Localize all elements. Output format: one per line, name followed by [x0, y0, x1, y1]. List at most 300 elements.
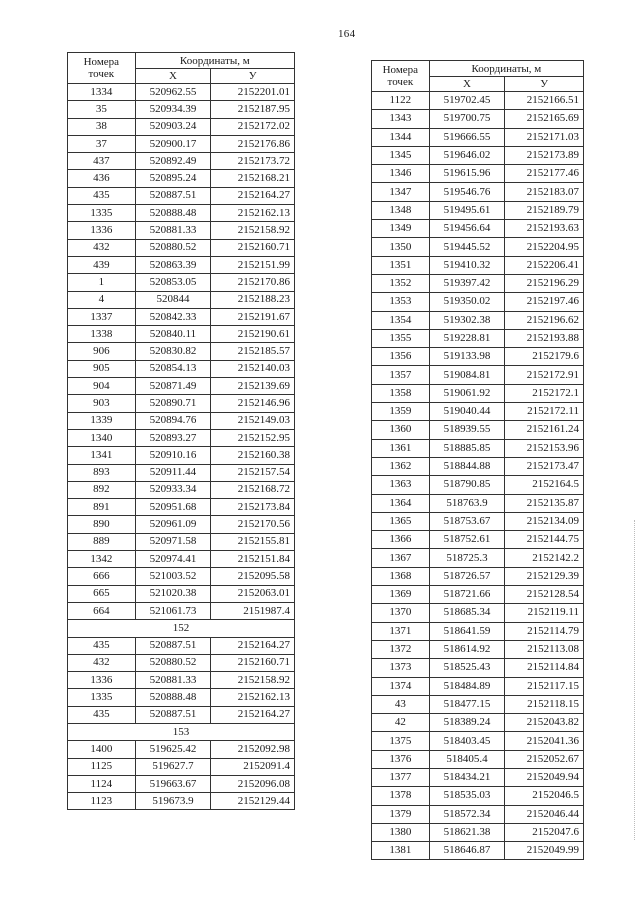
x-coordinate: 518614.92 — [429, 640, 505, 658]
point-number: 1356 — [372, 348, 430, 366]
table-row — [372, 457, 584, 475]
x-coordinate: 518621.38 — [429, 823, 505, 841]
y-coordinate: 2152113.08 — [505, 640, 584, 658]
point-number: 1337 — [68, 308, 136, 325]
table-row — [372, 586, 584, 604]
x-coordinate: 520881.33 — [135, 672, 211, 689]
table-row — [68, 326, 295, 343]
point-number: 1344 — [372, 128, 430, 146]
x-coordinate: 519040.44 — [429, 403, 505, 421]
table-row — [68, 689, 295, 706]
table-row — [68, 170, 295, 187]
y-coordinate: 2152144.75 — [505, 531, 584, 549]
table-body-left — [68, 84, 295, 810]
point-number: 1346 — [372, 165, 430, 183]
table-row — [372, 311, 584, 329]
x-coordinate: 520830.82 — [135, 343, 211, 360]
x-coordinate: 520840.11 — [135, 326, 211, 343]
x-coordinate: 518535.03 — [429, 787, 505, 805]
y-coordinate: 2152114.79 — [505, 622, 584, 640]
x-coordinate: 519302.38 — [429, 311, 505, 329]
point-number: 1341 — [68, 447, 136, 464]
y-coordinate: 2152166.51 — [505, 92, 584, 110]
table-row — [372, 165, 584, 183]
y-coordinate: 2152197.46 — [505, 293, 584, 311]
point-number: 1370 — [372, 604, 430, 622]
point-number: 906 — [68, 343, 136, 360]
x-coordinate: 518790.85 — [429, 476, 505, 494]
x-coordinate: 520933.34 — [135, 481, 211, 498]
table-row — [68, 239, 295, 256]
point-number: 1369 — [372, 586, 430, 604]
y-coordinate: 2152172.1 — [505, 384, 584, 402]
table-row — [372, 549, 584, 567]
y-coordinate: 2152140.03 — [211, 360, 295, 377]
table-row — [372, 384, 584, 402]
y-coordinate: 2152201.01 — [211, 84, 295, 101]
x-coordinate: 518572.34 — [429, 805, 505, 823]
y-coordinate: 2152161.24 — [505, 421, 584, 439]
x-coordinate: 521020.38 — [135, 585, 211, 602]
table-row — [372, 366, 584, 384]
x-coordinate: 518405.4 — [429, 750, 505, 768]
table-row — [372, 494, 584, 512]
point-number: 37 — [68, 135, 136, 152]
x-coordinate: 519350.02 — [429, 293, 505, 311]
point-number: 437 — [68, 153, 136, 170]
point-number: 1334 — [68, 84, 136, 101]
y-coordinate: 2152173.47 — [505, 457, 584, 475]
point-number: 891 — [68, 499, 136, 516]
x-coordinate: 518403.45 — [429, 732, 505, 750]
y-coordinate: 2152165.69 — [505, 110, 584, 128]
x-coordinate: 520854.13 — [135, 360, 211, 377]
header-point-numbers-line1: Номера — [382, 64, 419, 76]
y-coordinate: 2152185.57 — [211, 343, 295, 360]
table-body-right — [372, 92, 584, 860]
point-number: 432 — [68, 654, 136, 671]
x-coordinate: 518685.34 — [429, 604, 505, 622]
y-coordinate: 2152149.03 — [211, 412, 295, 429]
x-coordinate: 519625.42 — [135, 741, 211, 758]
y-coordinate: 2152157.54 — [211, 464, 295, 481]
x-coordinate: 520934.39 — [135, 101, 211, 118]
y-coordinate: 2152173.89 — [505, 146, 584, 164]
point-number: 1360 — [372, 421, 430, 439]
y-coordinate: 2152091.4 — [211, 758, 295, 775]
point-number: 1371 — [372, 622, 430, 640]
table-row — [372, 256, 584, 274]
table-row — [68, 135, 295, 152]
x-coordinate: 518641.59 — [429, 622, 505, 640]
y-coordinate: 2152183.07 — [505, 183, 584, 201]
x-coordinate: 518885.85 — [429, 439, 505, 457]
y-coordinate: 2152160.38 — [211, 447, 295, 464]
table-row — [68, 84, 295, 101]
table-row — [372, 805, 584, 823]
x-coordinate: 518434.21 — [429, 768, 505, 786]
table-row — [372, 677, 584, 695]
x-coordinate: 520888.48 — [135, 205, 211, 222]
point-number: 893 — [68, 464, 136, 481]
x-coordinate: 518844.88 — [429, 457, 505, 475]
x-coordinate: 520853.05 — [135, 274, 211, 291]
table-row — [68, 274, 295, 291]
point-number: 1376 — [372, 750, 430, 768]
table-row — [68, 101, 295, 118]
y-coordinate: 2152146.96 — [211, 395, 295, 412]
x-coordinate: 520892.49 — [135, 153, 211, 170]
x-coordinate: 520887.51 — [135, 187, 211, 204]
point-number: 1342 — [68, 551, 136, 568]
point-number: 1335 — [68, 689, 136, 706]
point-number: 1373 — [372, 659, 430, 677]
y-coordinate: 2152176.86 — [211, 135, 295, 152]
table-row — [372, 732, 584, 750]
point-number: 1363 — [372, 476, 430, 494]
point-number: 38 — [68, 118, 136, 135]
y-coordinate: 2152096.08 — [211, 775, 295, 792]
x-coordinate: 519084.81 — [429, 366, 505, 384]
point-number: 1353 — [372, 293, 430, 311]
x-coordinate: 519627.7 — [135, 758, 211, 775]
y-coordinate: 2152151.84 — [211, 551, 295, 568]
y-coordinate: 2152172.02 — [211, 118, 295, 135]
y-coordinate: 2152164.27 — [211, 637, 295, 654]
x-coordinate: 519663.67 — [135, 775, 211, 792]
y-coordinate: 2152172.11 — [505, 403, 584, 421]
x-coordinate: 520903.24 — [135, 118, 211, 135]
point-number: 1381 — [372, 842, 430, 860]
table-row — [68, 758, 295, 775]
table-row — [68, 378, 295, 395]
point-number: 904 — [68, 378, 136, 395]
page-number: 164 — [338, 28, 356, 40]
table-row — [68, 118, 295, 135]
point-number: 435 — [68, 706, 136, 723]
x-coordinate: 520888.48 — [135, 689, 211, 706]
point-number: 1364 — [372, 494, 430, 512]
y-coordinate: 2152119.11 — [505, 604, 584, 622]
x-coordinate: 519615.96 — [429, 165, 505, 183]
y-coordinate: 2152151.99 — [211, 256, 295, 273]
table-row — [68, 153, 295, 170]
section-row — [68, 620, 295, 637]
point-number: 435 — [68, 637, 136, 654]
x-coordinate: 520842.33 — [135, 308, 211, 325]
table-row — [68, 775, 295, 792]
x-coordinate: 519700.75 — [429, 110, 505, 128]
point-number: 664 — [68, 602, 136, 619]
point-number: 1343 — [372, 110, 430, 128]
scan-edge-mark — [634, 520, 636, 840]
table-row — [68, 308, 295, 325]
table-row — [68, 533, 295, 550]
y-coordinate: 2152193.88 — [505, 329, 584, 347]
point-number: 432 — [68, 239, 136, 256]
table-row — [372, 567, 584, 585]
header-x: Х — [135, 69, 211, 84]
point-number: 35 — [68, 101, 136, 118]
header-coordinates: Координаты, м — [135, 53, 294, 69]
x-coordinate: 520910.16 — [135, 447, 211, 464]
y-coordinate: 2152173.84 — [211, 499, 295, 516]
table-row — [372, 659, 584, 677]
point-number: 905 — [68, 360, 136, 377]
table-row — [372, 823, 584, 841]
point-number: 1345 — [372, 146, 430, 164]
x-coordinate: 519546.76 — [429, 183, 505, 201]
y-coordinate: 2152153.96 — [505, 439, 584, 457]
table-row — [68, 516, 295, 533]
point-number: 4 — [68, 291, 136, 308]
point-number: 1124 — [68, 775, 136, 792]
header-coordinates: Координаты, м — [429, 61, 583, 77]
y-coordinate: 2152191.67 — [211, 308, 295, 325]
x-coordinate: 518484.89 — [429, 677, 505, 695]
y-coordinate: 2152196.29 — [505, 274, 584, 292]
x-coordinate: 520971.58 — [135, 533, 211, 550]
table-row — [68, 637, 295, 654]
y-coordinate: 2152187.95 — [211, 101, 295, 118]
point-number: 1358 — [372, 384, 430, 402]
y-coordinate: 2152063.01 — [211, 585, 295, 602]
point-number: 890 — [68, 516, 136, 533]
y-coordinate: 2152162.13 — [211, 689, 295, 706]
header-y: У — [211, 69, 295, 84]
y-coordinate: 2152158.92 — [211, 672, 295, 689]
point-number: 1365 — [372, 512, 430, 530]
x-coordinate: 520880.52 — [135, 654, 211, 671]
y-coordinate: 2152189.79 — [505, 201, 584, 219]
x-coordinate: 520951.68 — [135, 499, 211, 516]
header-x: Х — [429, 77, 505, 92]
section-number: 153 — [68, 723, 295, 740]
y-coordinate: 2152162.13 — [211, 205, 295, 222]
point-number: 1354 — [372, 311, 430, 329]
table-row — [372, 842, 584, 860]
table-row — [372, 238, 584, 256]
y-coordinate: 2152129.44 — [211, 793, 295, 810]
table-row — [68, 672, 295, 689]
table-row — [372, 768, 584, 786]
y-coordinate: 2152092.98 — [211, 741, 295, 758]
y-coordinate: 2152043.82 — [505, 714, 584, 732]
y-coordinate: 2152188.23 — [211, 291, 295, 308]
y-coordinate: 2152155.81 — [211, 533, 295, 550]
point-number: 1372 — [372, 640, 430, 658]
x-coordinate: 518721.66 — [429, 586, 505, 604]
x-coordinate: 518939.55 — [429, 421, 505, 439]
x-coordinate: 519666.55 — [429, 128, 505, 146]
x-coordinate: 520844 — [135, 291, 211, 308]
x-coordinate: 519228.81 — [429, 329, 505, 347]
table-row — [68, 187, 295, 204]
x-coordinate: 520880.52 — [135, 239, 211, 256]
x-coordinate: 518389.24 — [429, 714, 505, 732]
table-row — [68, 741, 295, 758]
table-row — [372, 92, 584, 110]
y-coordinate: 2152168.21 — [211, 170, 295, 187]
x-coordinate: 520911.44 — [135, 464, 211, 481]
table-row — [68, 654, 295, 671]
table-row — [372, 640, 584, 658]
x-coordinate: 519061.92 — [429, 384, 505, 402]
y-coordinate: 2152052.67 — [505, 750, 584, 768]
table-row — [372, 622, 584, 640]
y-coordinate: 2152193.63 — [505, 220, 584, 238]
table-row — [372, 274, 584, 292]
x-coordinate: 520863.39 — [135, 256, 211, 273]
y-coordinate: 2152152.95 — [211, 429, 295, 446]
x-coordinate: 519673.9 — [135, 793, 211, 810]
table-row — [68, 706, 295, 723]
point-number: 1348 — [372, 201, 430, 219]
y-coordinate: 2152117.15 — [505, 677, 584, 695]
point-number: 1340 — [68, 429, 136, 446]
y-coordinate: 2152160.71 — [211, 239, 295, 256]
coordinates-table-right — [371, 60, 584, 860]
y-coordinate: 2152173.72 — [211, 153, 295, 170]
point-number: 1374 — [372, 677, 430, 695]
point-number: 1352 — [372, 274, 430, 292]
y-coordinate: 2152164.27 — [211, 706, 295, 723]
table-row — [372, 128, 584, 146]
point-number: 1359 — [372, 403, 430, 421]
table-row — [372, 512, 584, 530]
y-coordinate: 2152049.94 — [505, 768, 584, 786]
x-coordinate: 519445.52 — [429, 238, 505, 256]
point-number: 435 — [68, 187, 136, 204]
header-point-numbers-line1: Номера — [83, 56, 120, 68]
x-coordinate: 520900.17 — [135, 135, 211, 152]
point-number: 1336 — [68, 222, 136, 239]
y-coordinate: 2152172.91 — [505, 366, 584, 384]
y-coordinate: 2152142.2 — [505, 549, 584, 567]
table-row — [372, 714, 584, 732]
x-coordinate: 518752.61 — [429, 531, 505, 549]
y-coordinate: 2152046.44 — [505, 805, 584, 823]
table-row — [372, 403, 584, 421]
y-coordinate: 2152135.87 — [505, 494, 584, 512]
y-coordinate: 2151987.4 — [211, 602, 295, 619]
x-coordinate: 520962.55 — [135, 84, 211, 101]
table-row — [372, 183, 584, 201]
point-number: 1339 — [68, 412, 136, 429]
table-row — [68, 291, 295, 308]
table-row — [372, 146, 584, 164]
header-y: У — [505, 77, 584, 92]
table-row — [372, 293, 584, 311]
table-row — [372, 348, 584, 366]
table-row — [68, 499, 295, 516]
point-number: 1377 — [372, 768, 430, 786]
point-number: 1347 — [372, 183, 430, 201]
point-number: 436 — [68, 170, 136, 187]
table-row — [68, 585, 295, 602]
point-number: 1375 — [372, 732, 430, 750]
y-coordinate: 2152118.15 — [505, 695, 584, 713]
y-coordinate: 2152129.39 — [505, 567, 584, 585]
y-coordinate: 2152160.71 — [211, 654, 295, 671]
table-row — [68, 464, 295, 481]
x-coordinate: 521061.73 — [135, 602, 211, 619]
y-coordinate: 2152049.99 — [505, 842, 584, 860]
point-number: 665 — [68, 585, 136, 602]
point-number: 1367 — [372, 549, 430, 567]
table-row — [372, 329, 584, 347]
table-row — [372, 750, 584, 768]
x-coordinate: 519646.02 — [429, 146, 505, 164]
point-number: 1351 — [372, 256, 430, 274]
header-point-numbers-line2: точек — [88, 68, 115, 80]
y-coordinate: 2152196.62 — [505, 311, 584, 329]
x-coordinate: 520887.51 — [135, 637, 211, 654]
y-coordinate: 2152158.92 — [211, 222, 295, 239]
table-row — [68, 793, 295, 810]
x-coordinate: 521003.52 — [135, 568, 211, 585]
x-coordinate: 519397.42 — [429, 274, 505, 292]
y-coordinate: 2152164.5 — [505, 476, 584, 494]
y-coordinate: 2152170.56 — [211, 516, 295, 533]
x-coordinate: 518525.43 — [429, 659, 505, 677]
point-number: 1338 — [68, 326, 136, 343]
x-coordinate: 519410.32 — [429, 256, 505, 274]
point-number: 1125 — [68, 758, 136, 775]
table-row — [372, 604, 584, 622]
table-row — [372, 201, 584, 219]
header-point-numbers — [372, 61, 430, 92]
x-coordinate: 519702.45 — [429, 92, 505, 110]
table-row — [372, 110, 584, 128]
y-coordinate: 2152041.36 — [505, 732, 584, 750]
point-number: 439 — [68, 256, 136, 273]
x-coordinate: 519133.98 — [429, 348, 505, 366]
table-row — [68, 256, 295, 273]
y-coordinate: 2152114.84 — [505, 659, 584, 677]
table-row — [68, 222, 295, 239]
point-number: 1361 — [372, 439, 430, 457]
x-coordinate: 520894.76 — [135, 412, 211, 429]
point-number: 903 — [68, 395, 136, 412]
point-number: 1122 — [372, 92, 430, 110]
point-number: 1368 — [372, 567, 430, 585]
x-coordinate: 520974.41 — [135, 551, 211, 568]
point-number: 1349 — [372, 220, 430, 238]
header-point-numbers-line2: точек — [387, 76, 414, 88]
y-coordinate: 2152095.58 — [211, 568, 295, 585]
point-number: 1378 — [372, 787, 430, 805]
section-number: 152 — [68, 620, 295, 637]
table-row — [372, 695, 584, 713]
point-number: 1123 — [68, 793, 136, 810]
x-coordinate: 519495.61 — [429, 201, 505, 219]
table-row — [372, 439, 584, 457]
y-coordinate: 2152170.86 — [211, 274, 295, 291]
table-row — [68, 395, 295, 412]
point-number: 1362 — [372, 457, 430, 475]
table-row — [68, 360, 295, 377]
x-coordinate: 520961.09 — [135, 516, 211, 533]
y-coordinate: 2152204.95 — [505, 238, 584, 256]
point-number: 1 — [68, 274, 136, 291]
point-number: 1366 — [372, 531, 430, 549]
y-coordinate: 2152139.69 — [211, 378, 295, 395]
point-number: 1355 — [372, 329, 430, 347]
table-row — [68, 205, 295, 222]
point-number: 1379 — [372, 805, 430, 823]
x-coordinate: 520887.51 — [135, 706, 211, 723]
